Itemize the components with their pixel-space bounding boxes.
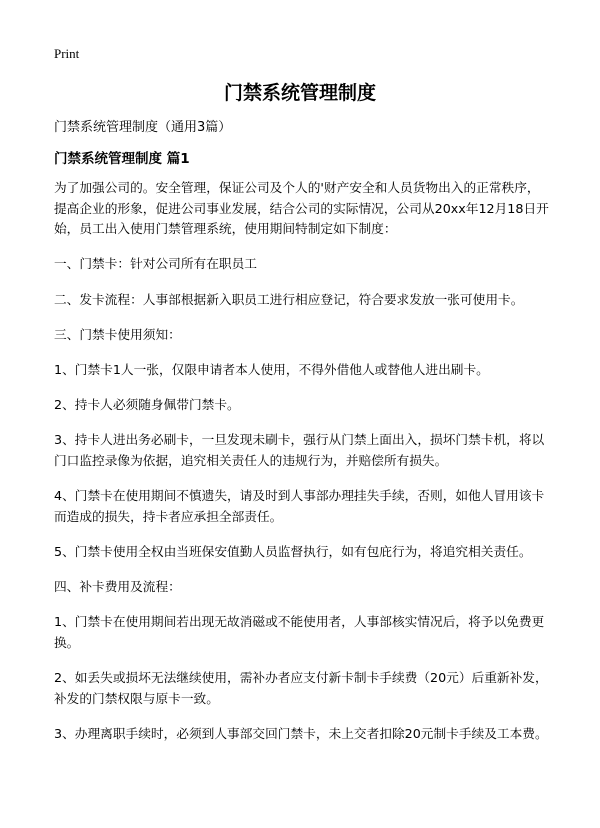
article-body [54,178,549,759]
section-heading: 门禁系统管理制度 篇1 [54,151,190,167]
document-subtitle: 门禁系统管理制度（通用3篇） [54,120,232,135]
replacement-rule-3: 3、办理离职手续时，必须到人事部交回门禁卡，未上交者扣除20元制卡手续及工本费。 [54,725,548,741]
usage-rule-3: 3、持卡人进出务必刷卡，一旦发现未刷卡，强行从门禁上面出入，损坏门禁卡机，将以门口监控录像为依据，追究相关责任人的违规行为，并赔偿所有损失。 [54,432,545,468]
usage-rule-1: 1、门禁卡1人一张，仅限申请者本人使用，不得外借他人或替他人进出刷卡。 [54,361,489,377]
print-link[interactable]: Print [54,46,80,61]
replacement-heading: 四、补卡费用及流程： [54,579,181,595]
card-scope-paragraph: 一、门禁卡：针对公司所有在职员工 [54,256,257,272]
intro-paragraph: 为了加强公司的。安全管理，保证公司及个人的'财产安全和人员货物出入的正常秩序，提高企业的形象，促进公司事业发展，结合公司的实际情况，公司从20xx年12月18日开始，员工出入使用门禁管理系统，使用期间特制定如下制度： [54,180,549,237]
usage-rule-2: 2、持卡人必须随身佩带门禁卡。 [54,397,240,413]
usage-notice-heading: 三、门禁卡使用须知： [54,326,181,342]
page-title: 门禁系统管理制度 [223,82,376,104]
replacement-rule-2: 2、如丢失或损坏无法继续使用，需补办者应支付新卡制卡手续费（20元）后重新补发，补发的门禁权限与原卡一致。 [54,670,548,706]
usage-rule-4: 4、门禁卡在使用期间不慎遗失，请及时到人事部办理挂失手续，否则，如他人冒用该卡而造成的损失，持卡者应承担全部责任。 [54,488,545,524]
issuing-process-paragraph: 二、发卡流程：人事部根据新入职员工进行相应登记，符合要求发放一张可使用卡。 [54,291,524,307]
usage-rule-5: 5、门禁卡使用全权由当班保安值勤人员监督执行，如有包庇行为，将追究相关责任。 [54,543,532,559]
replacement-rule-1: 1、门禁卡在使用期间若出现无故消磁或不能使用者，人事部核实情况后，将予以免费更换。 [54,614,545,650]
